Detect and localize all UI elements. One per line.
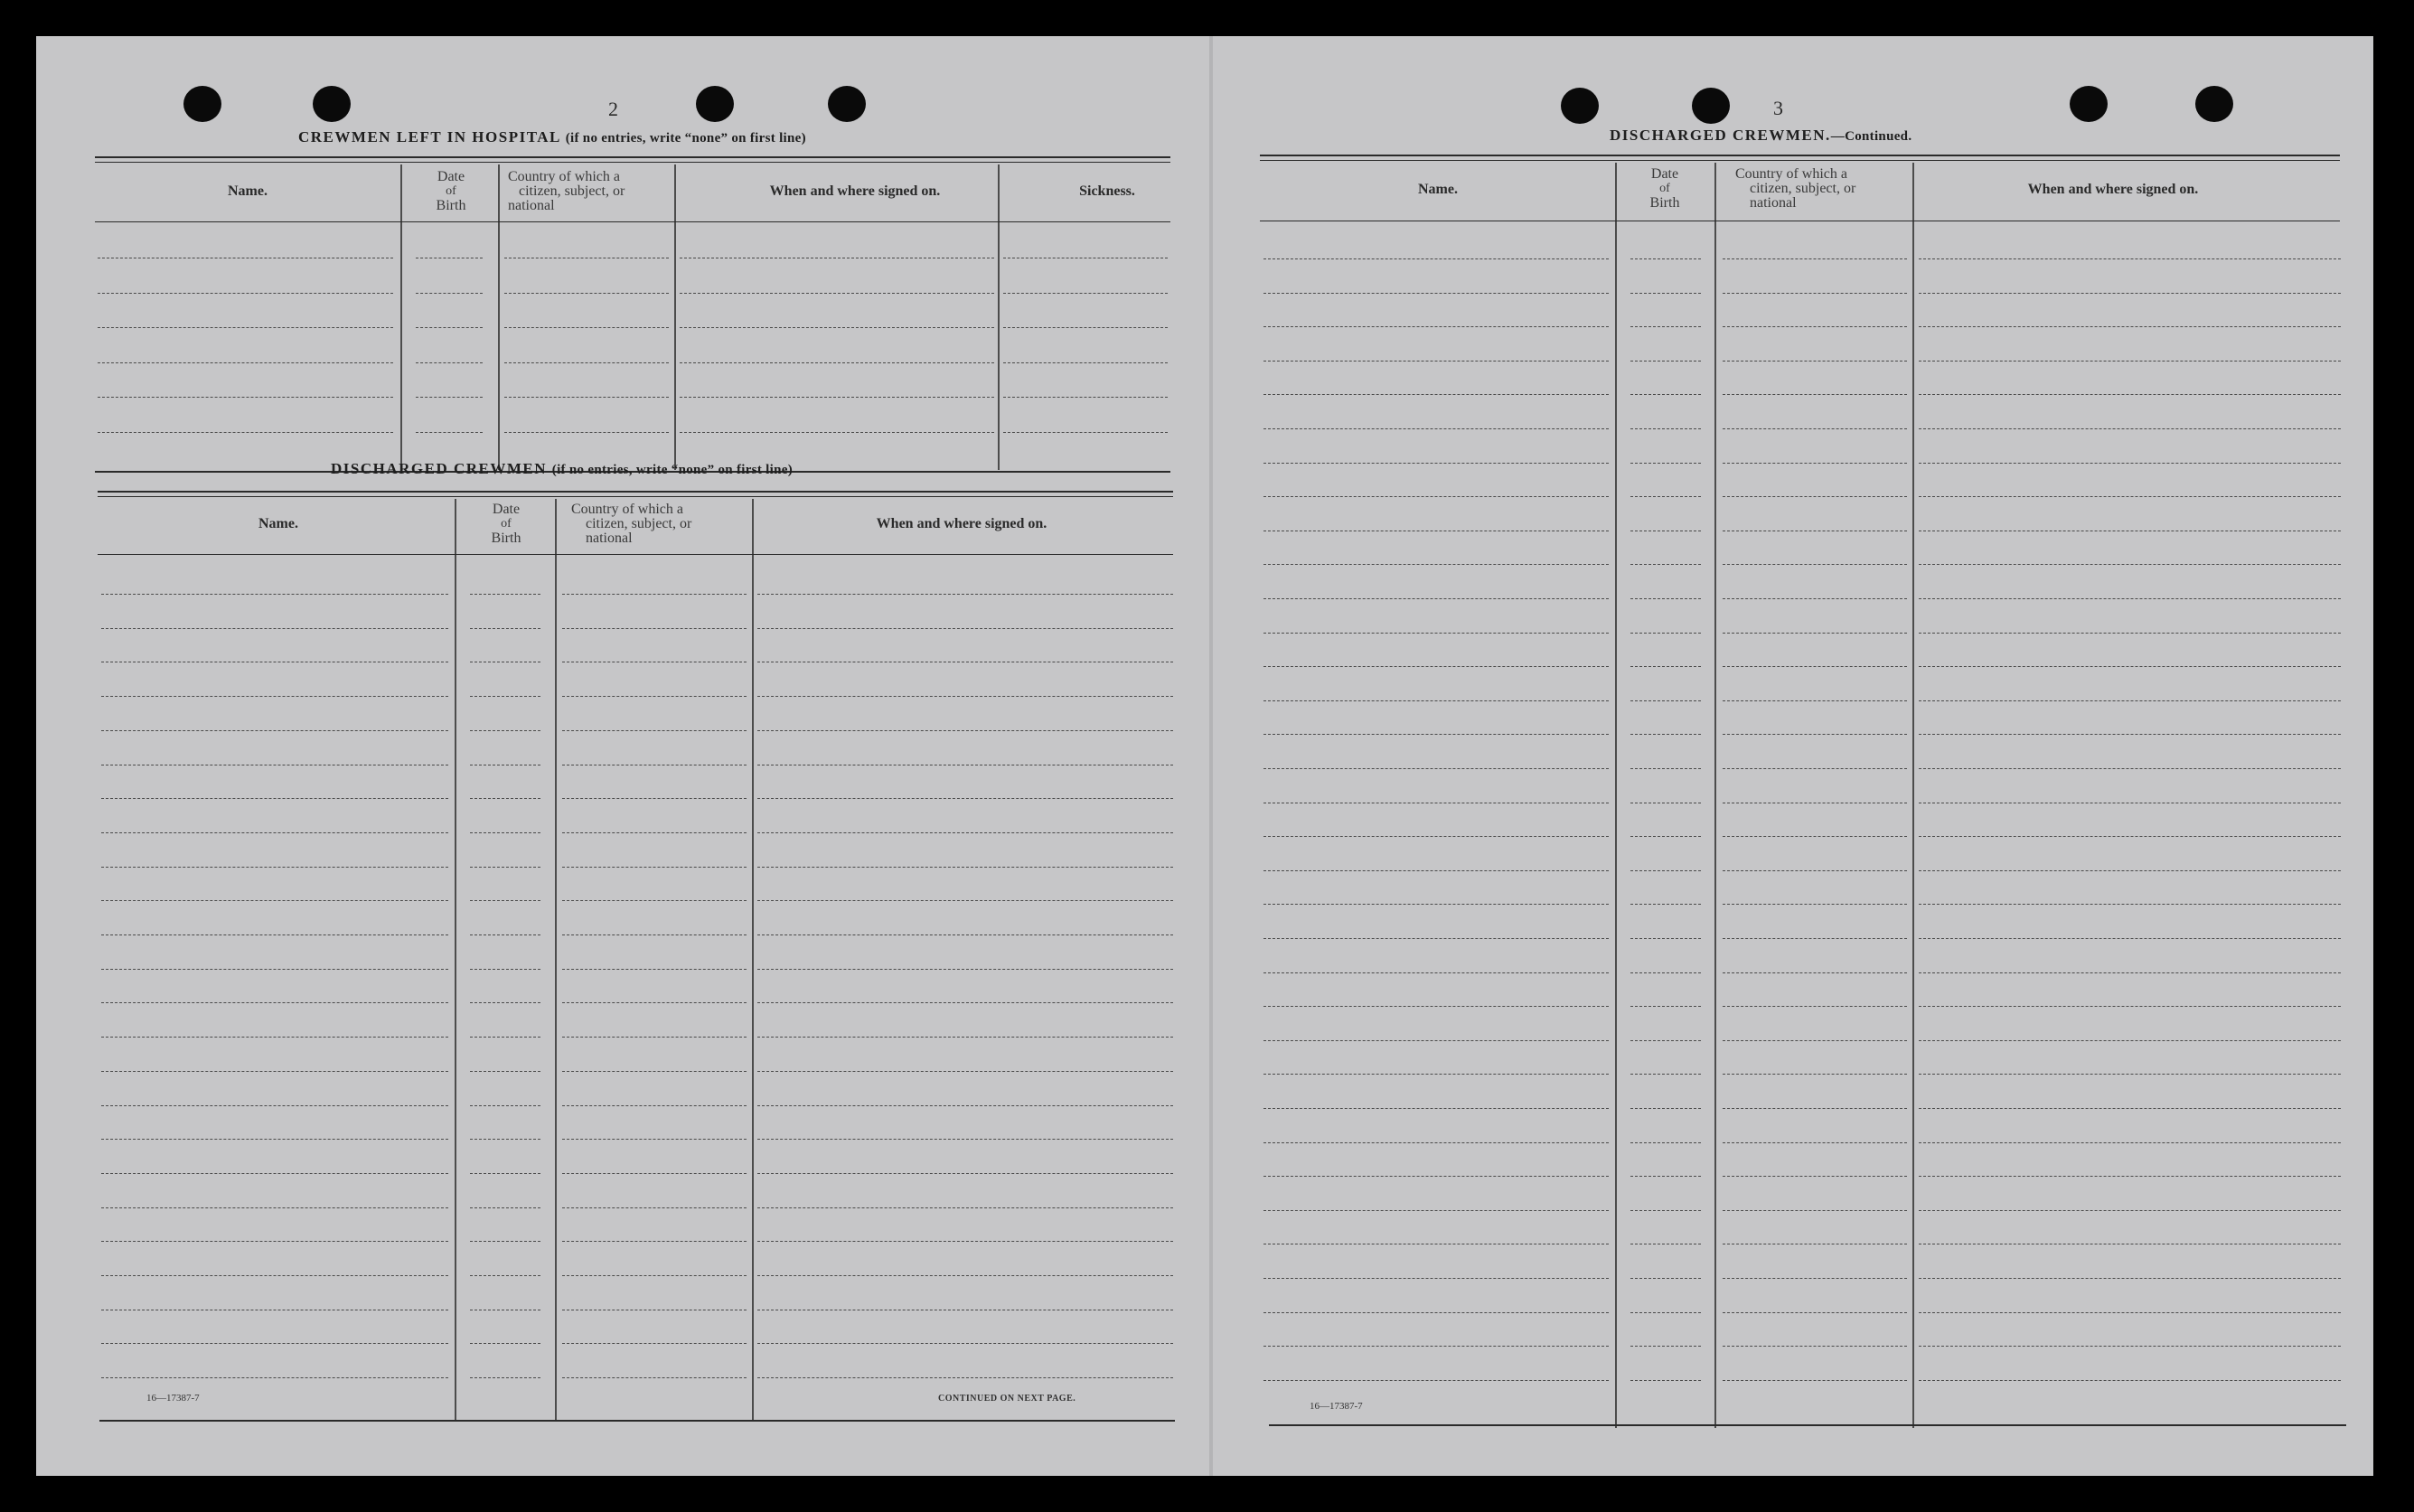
entry-line: [101, 1275, 448, 1276]
entry-line: [757, 696, 1173, 697]
entry-line: [680, 362, 994, 363]
entry-line: [680, 397, 994, 398]
column-divider: [400, 164, 402, 470]
entry-line: [98, 293, 393, 294]
column-divider: [998, 164, 1000, 470]
entry-line: [470, 696, 540, 697]
entry-line: [470, 594, 540, 595]
entry-line: [470, 1207, 540, 1208]
entry-line: [1263, 1040, 1609, 1041]
entry-line: [757, 1207, 1173, 1208]
entry-line: [1630, 1142, 1701, 1143]
form-code: 16—17387-7: [1310, 1401, 1363, 1412]
entry-line: [1919, 768, 2341, 769]
entry-line: [562, 1343, 747, 1344]
entry-line: [1919, 734, 2341, 735]
entry-line: [470, 1275, 540, 1276]
entry-line: [1003, 327, 1168, 328]
entry-line: [1263, 463, 1609, 464]
column-divider: [1615, 163, 1617, 1428]
table-rule: [95, 162, 1170, 163]
entry-line: [1723, 496, 1907, 497]
discharged-section-instruction: (if no entries, write “none” on first line): [551, 463, 793, 477]
entry-line: [562, 1105, 747, 1106]
entry-line: [1630, 463, 1701, 464]
entry-line: [101, 1105, 448, 1106]
entry-line: [416, 293, 483, 294]
punch-hole: [1692, 88, 1730, 124]
col-header-sickness: Sickness.: [1079, 183, 1135, 199]
entry-line: [470, 867, 540, 868]
entry-line: [1919, 1312, 2341, 1313]
entry-line: [101, 1002, 448, 1003]
entry-line: [1630, 1006, 1701, 1007]
entry-line: [1263, 700, 1609, 701]
entry-line: [1630, 361, 1701, 362]
entry-line: [101, 1207, 448, 1208]
column-divider: [674, 164, 676, 470]
entry-line: [1263, 326, 1609, 327]
column-divider: [498, 164, 500, 470]
entry-line: [101, 832, 448, 833]
entry-line: [757, 1105, 1173, 1106]
entry-line: [1263, 1108, 1609, 1109]
entry-line: [416, 397, 483, 398]
entry-line: [1630, 1346, 1701, 1347]
entry-line: [1919, 1074, 2341, 1075]
entry-line: [1919, 666, 2341, 667]
column-divider: [1714, 163, 1716, 1428]
entry-line: [101, 1037, 448, 1038]
entry-line: [1919, 1380, 2341, 1381]
entry-line: [1263, 1074, 1609, 1075]
entry-line: [1263, 768, 1609, 769]
entry-line: [1723, 1040, 1907, 1041]
entry-line: [757, 867, 1173, 868]
entry-line: [1919, 1210, 2341, 1211]
entry-line: [1723, 564, 1907, 565]
entry-line: [1723, 1312, 1907, 1313]
form-sheet: [36, 36, 2373, 1476]
entry-line: [470, 1071, 540, 1072]
entry-line: [101, 798, 448, 799]
entry-line: [416, 327, 483, 328]
entry-line: [1263, 904, 1609, 905]
entry-line: [101, 594, 448, 595]
entry-line: [101, 1377, 448, 1378]
entry-line: [1263, 1312, 1609, 1313]
entry-line: [504, 293, 669, 294]
entry-line: [562, 1139, 747, 1140]
entry-line: [1919, 258, 2341, 259]
entry-line: [1263, 938, 1609, 939]
entry-line: [1723, 428, 1907, 429]
entry-line: [1263, 1346, 1609, 1347]
entry-line: [1263, 394, 1609, 395]
entry-line: [1630, 1312, 1701, 1313]
column-divider: [1912, 163, 1914, 1428]
entry-line: [1919, 463, 2341, 464]
entry-line: [1723, 870, 1907, 871]
entry-line: [470, 832, 540, 833]
entry-line: [1263, 972, 1609, 973]
entry-line: [562, 1071, 747, 1072]
entry-line: [1723, 361, 1907, 362]
hospital-section-title: CREWMEN LEFT IN HOSPITAL (if no entries, write “none” on first line): [298, 128, 806, 146]
entry-line: [1003, 432, 1168, 433]
entry-line: [470, 969, 540, 970]
table-rule: [98, 496, 1173, 497]
continued-note: CONTINUED ON NEXT PAGE.: [938, 1394, 1076, 1404]
entry-line: [757, 1002, 1173, 1003]
entry-line: [1263, 428, 1609, 429]
entry-line: [1919, 1176, 2341, 1177]
entry-line: [1723, 326, 1907, 327]
entry-line: [1723, 734, 1907, 735]
entry-line: [101, 1173, 448, 1174]
entry-line: [680, 293, 994, 294]
continued-section-title: DISCHARGED CREWMEN.—Continued.: [1610, 127, 1912, 144]
entry-line: [1630, 1380, 1701, 1381]
entry-line: [757, 1377, 1173, 1378]
col-header-dob: Date of Birth: [491, 502, 521, 546]
entry-line: [757, 969, 1173, 970]
entry-line: [1919, 633, 2341, 634]
entry-line: [757, 628, 1173, 629]
entry-line: [757, 1037, 1173, 1038]
col-header-country: Country of which a citizen, subject, or national: [571, 502, 692, 546]
entry-line: [562, 832, 747, 833]
entry-line: [1723, 972, 1907, 973]
col-header-country: Country of which a citizen, subject, or national: [508, 169, 625, 213]
entry-line: [1723, 598, 1907, 599]
entry-line: [1919, 293, 2341, 294]
entry-line: [757, 934, 1173, 935]
table-rule: [1260, 160, 2340, 161]
col-header-name: Name.: [258, 516, 298, 531]
entry-line: [757, 594, 1173, 595]
entry-line: [1919, 972, 2341, 973]
col-header-dob: Date of Birth: [436, 169, 466, 213]
entry-line: [416, 432, 483, 433]
table-rule: [1269, 1424, 2346, 1426]
col-header-country: Country of which a citizen, subject, or national: [1735, 166, 1856, 211]
entry-line: [1919, 1006, 2341, 1007]
punch-hole: [828, 86, 866, 122]
entry-line: [1630, 496, 1701, 497]
entry-line: [1723, 394, 1907, 395]
entry-line: [562, 798, 747, 799]
entry-line: [1723, 1278, 1907, 1279]
entry-line: [470, 1241, 540, 1242]
table-rule: [98, 491, 1173, 493]
punch-hole: [183, 86, 221, 122]
entry-line: [1263, 1210, 1609, 1211]
entry-line: [1003, 362, 1168, 363]
entry-line: [1630, 700, 1701, 701]
entry-line: [562, 1377, 747, 1378]
entry-line: [1919, 394, 2341, 395]
entry-line: [1723, 1108, 1907, 1109]
table-rule: [95, 156, 1170, 158]
entry-line: [1723, 633, 1907, 634]
column-divider: [555, 499, 557, 1421]
entry-line: [1919, 598, 2341, 599]
entry-line: [470, 934, 540, 935]
entry-line: [562, 1241, 747, 1242]
entry-line: [757, 1241, 1173, 1242]
entry-line: [1630, 1210, 1701, 1211]
entry-line: [1630, 1278, 1701, 1279]
entry-line: [1263, 666, 1609, 667]
entry-line: [1919, 361, 2341, 362]
entry-line: [1263, 1380, 1609, 1381]
entry-line: [1630, 1176, 1701, 1177]
entry-line: [1263, 564, 1609, 565]
entry-line: [1003, 293, 1168, 294]
entry-line: [1919, 1040, 2341, 1041]
entry-line: [1919, 564, 2341, 565]
entry-line: [562, 969, 747, 970]
entry-line: [470, 1002, 540, 1003]
punch-hole: [313, 86, 351, 122]
entry-line: [1263, 870, 1609, 871]
entry-line: [1919, 1278, 2341, 1279]
form-code: 16—17387-7: [146, 1393, 200, 1404]
punch-hole: [2070, 86, 2108, 122]
entry-line: [101, 696, 448, 697]
entry-line: [1630, 938, 1701, 939]
entry-line: [757, 832, 1173, 833]
entry-line: [1630, 428, 1701, 429]
entry-line: [1630, 972, 1701, 973]
table-rule: [99, 1420, 1175, 1422]
entry-line: [1630, 836, 1701, 837]
entry-line: [1630, 326, 1701, 327]
entry-line: [1630, 734, 1701, 735]
entry-line: [1630, 1074, 1701, 1075]
entry-line: [1263, 734, 1609, 735]
col-header-signed-on: When and where signed on.: [876, 516, 1047, 531]
entry-line: [562, 594, 747, 595]
entry-line: [562, 900, 747, 901]
entry-line: [1263, 258, 1609, 259]
entry-line: [1723, 258, 1907, 259]
entry-line: [98, 327, 393, 328]
entry-line: [1919, 428, 2341, 429]
entry-line: [1630, 666, 1701, 667]
entry-line: [1630, 394, 1701, 395]
col-header-dob: Date of Birth: [1649, 166, 1680, 211]
entry-line: [98, 362, 393, 363]
col-header-signed-on: When and where signed on.: [769, 183, 941, 199]
entry-line: [562, 628, 747, 629]
entry-line: [757, 1173, 1173, 1174]
entry-line: [1723, 768, 1907, 769]
entry-line: [1919, 1108, 2341, 1109]
punch-hole: [1561, 88, 1599, 124]
entry-line: [1263, 1278, 1609, 1279]
entry-line: [101, 934, 448, 935]
entry-line: [101, 969, 448, 970]
page-number: 3: [1773, 97, 1783, 119]
entry-line: [1630, 1108, 1701, 1109]
entry-line: [1263, 1176, 1609, 1177]
entry-line: [1723, 836, 1907, 837]
punch-hole: [696, 86, 734, 122]
entry-line: [1263, 496, 1609, 497]
entry-line: [1263, 836, 1609, 837]
entry-line: [470, 730, 540, 731]
entry-line: [470, 1037, 540, 1038]
entry-line: [1263, 1142, 1609, 1143]
entry-line: [1919, 1142, 2341, 1143]
entry-line: [101, 867, 448, 868]
entry-line: [1263, 361, 1609, 362]
entry-line: [1919, 700, 2341, 701]
entry-line: [562, 867, 747, 868]
hospital-section-instruction: (if no entries, write “none” on first line): [565, 131, 806, 146]
entry-line: [562, 1173, 747, 1174]
entry-line: [1630, 633, 1701, 634]
col-header-signed-on: When and where signed on.: [2027, 182, 2199, 197]
entry-line: [1263, 1006, 1609, 1007]
entry-line: [1630, 258, 1701, 259]
entry-line: [680, 327, 994, 328]
entry-line: [101, 1343, 448, 1344]
discharged-section-title: DISCHARGED CREWMEN (if no entries, write “none” on first line): [331, 460, 793, 477]
entry-line: [1723, 904, 1907, 905]
entry-line: [1630, 564, 1701, 565]
page-fold: [1209, 36, 1213, 1476]
entry-line: [562, 1207, 747, 1208]
entry-line: [504, 432, 669, 433]
header-underline: [95, 221, 1170, 222]
entry-line: [1723, 1210, 1907, 1211]
entry-line: [1263, 633, 1609, 634]
entry-line: [416, 362, 483, 363]
entry-line: [562, 1037, 747, 1038]
entry-line: [757, 1343, 1173, 1344]
entry-line: [101, 1071, 448, 1072]
entry-line: [504, 327, 669, 328]
entry-line: [98, 432, 393, 433]
entry-line: [680, 432, 994, 433]
entry-line: [1919, 1346, 2341, 1347]
entry-line: [562, 730, 747, 731]
entry-line: [757, 1139, 1173, 1140]
entry-line: [562, 1002, 747, 1003]
entry-line: [470, 1139, 540, 1140]
entry-line: [757, 1071, 1173, 1072]
entry-line: [1723, 1380, 1907, 1381]
entry-line: [1630, 293, 1701, 294]
column-divider: [455, 499, 456, 1421]
entry-line: [1263, 598, 1609, 599]
entry-line: [757, 900, 1173, 901]
entry-line: [562, 1275, 747, 1276]
entry-line: [470, 1173, 540, 1174]
entry-line: [504, 397, 669, 398]
entry-line: [1919, 496, 2341, 497]
entry-line: [562, 934, 747, 935]
entry-line: [1919, 904, 2341, 905]
entry-line: [1723, 1142, 1907, 1143]
entry-line: [1723, 1176, 1907, 1177]
col-header-name: Name.: [228, 183, 268, 199]
entry-line: [757, 1275, 1173, 1276]
entry-line: [1919, 870, 2341, 871]
entry-line: [1003, 397, 1168, 398]
entry-line: [101, 1139, 448, 1140]
entry-line: [1630, 904, 1701, 905]
entry-line: [1723, 1006, 1907, 1007]
entry-line: [1630, 598, 1701, 599]
entry-line: [1723, 293, 1907, 294]
entry-line: [470, 628, 540, 629]
entry-line: [1630, 870, 1701, 871]
entry-line: [101, 1241, 448, 1242]
entry-line: [757, 730, 1173, 731]
entry-line: [1263, 293, 1609, 294]
entry-line: [1723, 700, 1907, 701]
punch-hole: [2195, 86, 2233, 122]
entry-line: [1630, 768, 1701, 769]
entry-line: [1723, 1074, 1907, 1075]
entry-line: [562, 696, 747, 697]
table-rule: [1260, 155, 2340, 156]
entry-line: [470, 900, 540, 901]
entry-line: [470, 798, 540, 799]
entry-line: [470, 1343, 540, 1344]
header-underline: [98, 554, 1173, 555]
entry-line: [101, 730, 448, 731]
entry-line: [1723, 666, 1907, 667]
page-number: 2: [608, 98, 618, 120]
column-divider: [752, 499, 754, 1421]
entry-line: [1919, 326, 2341, 327]
entry-line: [1723, 463, 1907, 464]
col-header-name: Name.: [1418, 182, 1458, 197]
entry-line: [101, 628, 448, 629]
entry-line: [470, 1377, 540, 1378]
entry-line: [98, 397, 393, 398]
entry-line: [1630, 1040, 1701, 1041]
entry-line: [1919, 938, 2341, 939]
entry-line: [470, 1105, 540, 1106]
entry-line: [504, 362, 669, 363]
entry-line: [1723, 1346, 1907, 1347]
entry-line: [1919, 836, 2341, 837]
entry-line: [757, 798, 1173, 799]
entry-line: [1723, 938, 1907, 939]
entry-line: [101, 900, 448, 901]
